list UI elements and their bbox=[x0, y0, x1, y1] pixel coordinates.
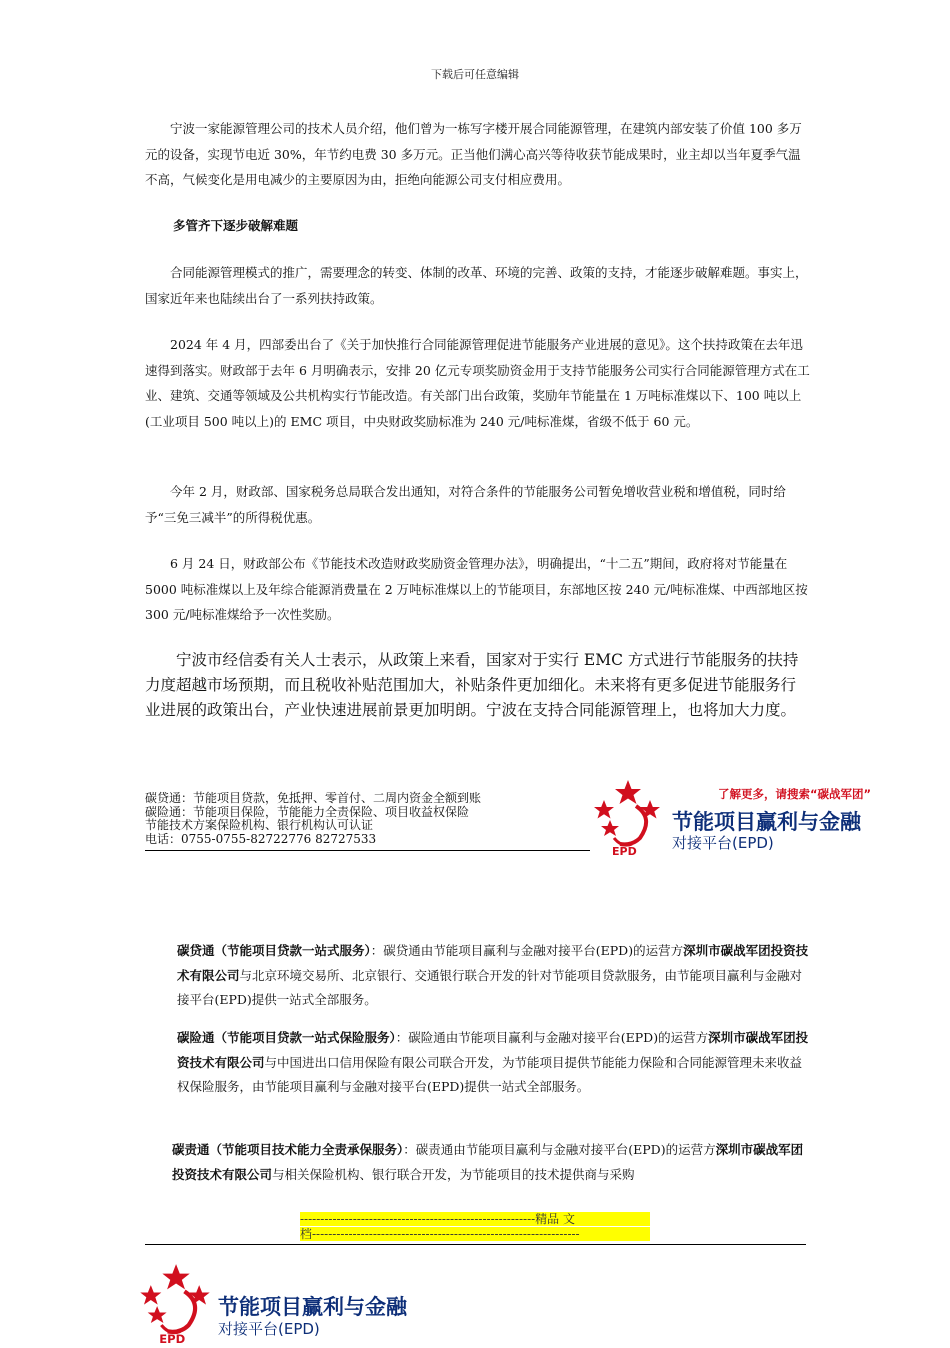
footer-watermark-line-1: ----------------------------------------------------------精品 文 bbox=[300, 1212, 650, 1226]
ad-text-block bbox=[145, 792, 590, 846]
star-logo-icon bbox=[592, 778, 662, 856]
ad-line-phone: 电话：0755-0755-82722776 82727533 bbox=[145, 831, 377, 846]
epd-logo-mark bbox=[592, 778, 662, 856]
footer-logo-mark bbox=[135, 1262, 215, 1344]
service-text: 与中国进出口信用保险有限公司联合开发，为节能项目提供节能能力保险和合同能源管理未来收益权保险服务，由节能项目赢利与金融对接平台(EPD)提供一站式全部服务。 bbox=[177, 1054, 803, 1094]
service-text: 与北京环境交易所、北京银行、交通银行联合开发的针对节能项目贷款服务，由节能项目赢利与金融对接平台(EPD)提供一站式全部服务。 bbox=[177, 967, 803, 1007]
service-text: 与相关保险机构、银行联合开发，为节能项目的技术提供商与采购 bbox=[272, 1166, 635, 1182]
footer-divider bbox=[145, 1244, 806, 1245]
paragraph-6: 宁波市经信委有关人士表示，从政策上来看，国家对于实行 EMC 方式进行节能服务的扶持力度超越市场预期，而且税收补贴范围加大，补贴条件更加细化。未来将有更多促进节能服务行业进展的政策出台，产业快速进展前景更加明朗。宁波在支持合同能源管理上，也将加大力度。 bbox=[145, 651, 799, 719]
paragraph-3: 2024 年 4 月，四部委出台了《关于加快推行合同能源管理促进节能服务产业进展的意见》。这个扶持政策在去年迅速得到落实。财政部于去年 6 月明确表示，安排 20 亿元专项奖励资金用于支持节能服务公司实行合同能源管理方式在工业、建筑、交通等领域及公共机构实行节能改造。有关部门出台政策，奖励年节能量在 1 万吨标准煤以下、100 吨以上(工业项目 500 吨以上)的 EMC 项目，中央财政奖励标准为 240 元/吨标准煤，省级不低于 60 元。 bbox=[145, 337, 810, 429]
service-company: 深圳市碳战军团投资技术有限公司 bbox=[177, 1030, 809, 1070]
ad-line-insurance: 碳险通：节能项目保险，节能能力全责保险、项目收益权保险 bbox=[145, 804, 470, 819]
paragraph-5: 6 月 24 日，财政部公布《节能技术改造财政奖励资金管理办法》，明确提出，“十二五”期间，政府将对节能量在 5000 吨标准煤以上及年综合能源消费量在 2 万吨标准煤以上的节能项目，东部地区按 240 元/吨标准煤、中西部地区按 300 元/吨标准煤给予一次性奖励。 bbox=[145, 556, 808, 622]
ad-divider bbox=[145, 850, 590, 851]
service-text: ：碳险通由节能项目赢利与金融对接平台(EPD)的运营方 bbox=[395, 1030, 709, 1045]
service-name: 碳贷通（节能项目贷款一站式服务） bbox=[177, 943, 371, 958]
ad-line-certification: 节能技术方案保险机构、银行机构认可认证 bbox=[145, 818, 374, 832]
service-name: 碳险通（节能项目贷款一站式保险服务） bbox=[177, 1030, 396, 1045]
footer-logo-mark-text: EPD bbox=[159, 1331, 186, 1344]
footer-star-logo-icon bbox=[135, 1262, 215, 1344]
service-carbon-liability bbox=[172, 1138, 812, 1187]
service-name: 碳责通（节能项目技术能力全责承保服务） bbox=[172, 1142, 404, 1157]
logo-mark-text: EPD bbox=[612, 845, 637, 856]
footer-watermark-line-2: 档------------------------------------------------------------------ bbox=[300, 1227, 650, 1241]
ad-line-loan: 碳贷通：节能项目贷款，免抵押、零首付、二周内资金全额到账 bbox=[145, 791, 482, 805]
page-header: 下载后可任意编辑 bbox=[431, 68, 519, 81]
service-carbon-loan bbox=[177, 939, 809, 1013]
paragraph-1: 宁波一家能源管理公司的技术人员介绍，他们曾为一栋写字楼开展合同能源管理，在建筑内部安装了价值 100 多万元的设备，实现节电近 30%，年节约电费 30 多万元。正当他们满心高兴等待收获节能成果时，业主却以当年夏季气温不高，气候变化是用电减少的主要原因为由，拒绝向能源公司支付相应费用。 bbox=[145, 121, 802, 187]
service-company: 深圳市碳战军团投资技术有限公司 bbox=[172, 1142, 804, 1182]
logo-tagline: 了解更多，请搜索“碳战军团” bbox=[718, 787, 872, 801]
service-company: 深圳市碳战军团投资技术有限公司 bbox=[177, 943, 809, 983]
footer-logo-subtitle: 对接平台(EPD) bbox=[218, 1320, 320, 1338]
logo-title: 节能项目赢利与金融 bbox=[672, 810, 861, 834]
service-text: ：碳责通由节能项目赢利与金融对接平台(EPD)的运营方 bbox=[403, 1142, 716, 1157]
section-heading: 多管齐下逐步破解难题 bbox=[173, 218, 299, 233]
paragraph-2: 合同能源管理模式的推广，需要理念的转变、体制的改革、环境的完善、政策的支持，才能逐步破解难题。事实上，国家近年来也陆续出台了一系列扶持政策。 bbox=[145, 265, 808, 306]
paragraph-4: 今年 2 月，财政部、国家税务总局联合发出通知，对符合条件的节能服务公司暂免增收营业税和增值税，同时给予“三免三减半”的所得税优惠。 bbox=[145, 484, 786, 525]
service-carbon-insurance bbox=[177, 1026, 809, 1100]
service-text: ：碳贷通由节能项目赢利与金融对接平台(EPD)的运营方 bbox=[370, 943, 684, 958]
logo-subtitle: 对接平台(EPD) bbox=[672, 834, 774, 852]
footer-logo-title: 节能项目赢利与金融 bbox=[218, 1295, 407, 1319]
